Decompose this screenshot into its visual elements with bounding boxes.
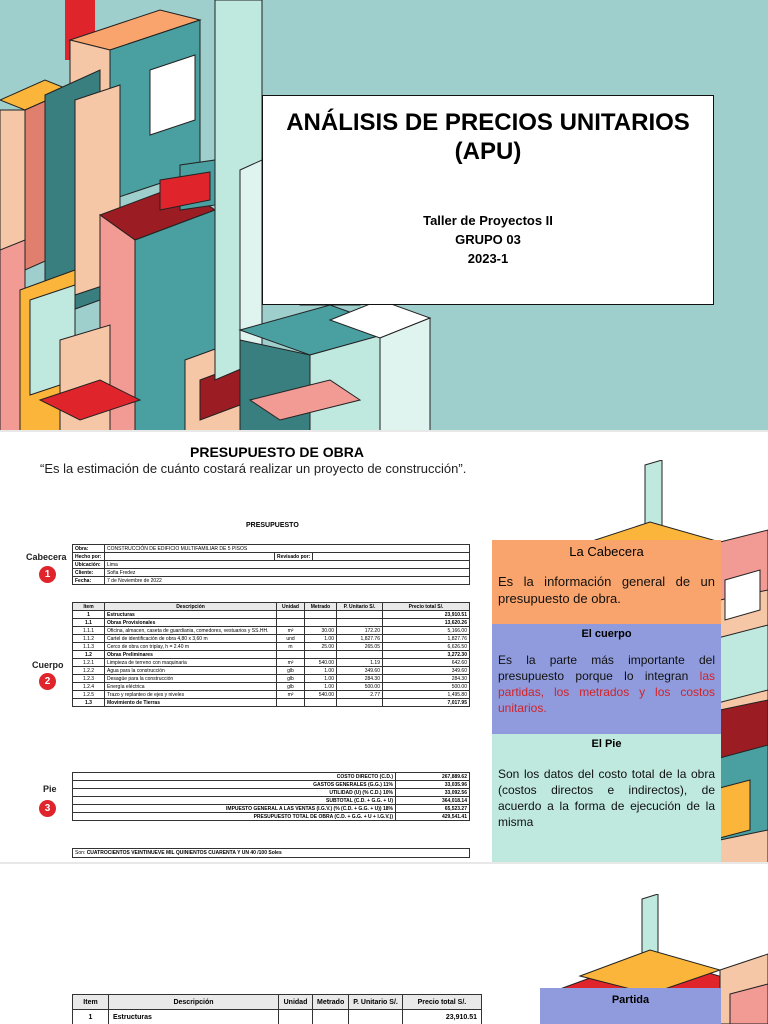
cell-m [305,611,337,619]
header-key: Hecho por: [73,553,105,561]
cell-item: 1.2.2 [73,667,105,675]
col-total-price: Precio total S/. [402,995,481,1010]
cell-m: 30.00 [305,627,337,635]
col-unit-price: P. Unitario S/. [337,603,383,611]
header-key: Obra: [73,545,105,553]
total-row [73,797,470,805]
table-row [73,683,470,691]
header-value [313,553,470,561]
cell-desc: Oficina, almacen, caseta de guardiania, comedores, vestuarios y SS.HH. [105,627,277,635]
table-row [73,1010,482,1024]
course-name: Taller de Proyectos II [423,213,553,228]
header-value: 7 de Noviembre de 2022 [105,577,470,585]
cell-m [305,619,337,627]
cell-pu: 1,827.76 [337,635,383,643]
label-pie: Pie [43,784,57,794]
presentation-title [263,108,713,166]
cell-pt: 23,910.51 [383,611,470,619]
cell-pu: 172.20 [337,627,383,635]
cell-item: 1.2.1 [73,659,105,667]
total-value: 33,035.96 [396,781,470,789]
header-row [73,569,470,577]
badge-1: 1 [39,566,56,583]
cell-pu: 265.05 [337,643,383,651]
column-header-row [73,603,470,611]
cell-u [277,619,305,627]
cell-pt: 13,620.26 [383,619,470,627]
title-line-1: ANÁLISIS DE PRECIOS UNITARIOS [286,109,690,136]
cell-pu: 349.60 [337,667,383,675]
cell-desc: Obras Preliminares [105,651,277,659]
table-row [73,667,470,675]
cell-m [305,651,337,659]
partida-slide [0,864,768,1024]
cell-desc: Energía eléctrica [105,683,277,691]
cell-desc: Desagüe para la construcción [105,675,277,683]
cell-m: 1.00 [305,683,337,691]
table-row [73,691,470,699]
col-descripcion: Descripción [109,995,279,1010]
cell-item: 1.1.2 [73,635,105,643]
table-row [73,643,470,651]
cell-desc: Cartel de identificación de obra 4,80 x 3,60 m [105,635,277,643]
total-label: SUBTOTAL (C.D. + G.G. + U) [73,797,396,805]
cell-m: 1.00 [305,635,337,643]
total-label: IMPUESTO GENERAL A LAS VENTAS (I.G.V.) (% (C.D. + G.G. + U)) 18% [73,805,396,813]
header-row [73,553,470,561]
card-pie [492,734,721,864]
slide-title: PRESUPUESTO DE OBRA [190,444,364,460]
card-cuerpo-title: El cuerpo [581,628,632,640]
col-total-price: Precio total S/. [383,603,470,611]
total-value: 267,889.62 [396,773,470,781]
cell-desc: Movimiento de Tierras [105,699,277,707]
header-value: CONSTRUCCIÓN DE EDIFICIO MULTIFAMILIAR DE 5 PISOS [105,545,470,553]
card-cuerpo-text [498,652,715,716]
cell-desc: Trazo y replanteo de ejes y niveles [105,691,277,699]
total-row [73,789,470,797]
header-row [73,561,470,569]
table-row [73,659,470,667]
cell-pt: 6,626.50 [383,643,470,651]
cell-item: 1.2.4 [73,683,105,691]
badge-2: 2 [39,673,56,690]
cell-item: 1.1.1 [73,627,105,635]
cell-pt: 1,827.76 [383,635,470,643]
col-metrado: Metrado [313,995,349,1010]
label-cuerpo: Cuerpo [32,660,64,670]
cell-u: m [277,643,305,651]
cell-m: 25.00 [305,643,337,651]
cell-pt: 642.60 [383,659,470,667]
cell-pt: 7,017.95 [383,699,470,707]
cell-item: 1 [73,611,105,619]
table-row [73,699,470,707]
cell-pu: 1.19 [337,659,383,667]
badge-3: 3 [39,800,56,817]
col-metrado: Metrado [305,603,337,611]
cell-item: 1 [73,1010,109,1024]
header-value [105,553,275,561]
cell-pu [337,611,383,619]
cell-pt: 1,495.80 [383,691,470,699]
cell-pt: 500.00 [383,683,470,691]
cell-total: 23,910.51 [402,1010,481,1024]
cell-pu [337,619,383,627]
table-row [73,627,470,635]
cell-item: 1.1.3 [73,643,105,651]
cell-u: m² [277,691,305,699]
cell-item: 1.2.5 [73,691,105,699]
card-partida [540,988,721,1024]
cell-desc: Obras Provisionales [105,619,277,627]
partida-table [72,994,482,1024]
card-partida-title: Partida [611,994,650,1006]
cell-item: 1.1 [73,619,105,627]
cell-m: 540.00 [305,691,337,699]
col-unidad: Unidad [277,603,305,611]
card-cabecera-title: La Cabecera [569,544,644,559]
cell-pt: 284.30 [383,675,470,683]
header-table [72,544,470,585]
cell-u: glb [277,675,305,683]
cell-pt: 5,166.00 [383,627,470,635]
title-box [262,95,714,305]
body-table [72,602,470,707]
total-row [73,813,470,821]
card-cabecera [492,540,721,624]
cell-desc: Limpieza de terreno con maquinaria [105,659,277,667]
total-row [73,805,470,813]
total-value: 429,541.41 [396,813,470,821]
cell-u [277,611,305,619]
header-row [73,545,470,553]
label-cabecera: Cabecera [26,552,67,562]
card-pie-title: El Pie [591,738,622,750]
table-row [73,635,470,643]
cell-m: 540.00 [305,659,337,667]
col-item: Item [73,995,109,1010]
cell-u: glb [277,667,305,675]
header-key: Revisado por: [275,553,313,561]
budget-document [6,490,480,860]
total-value: 33,092.56 [396,789,470,797]
title-line-2: (APU) [454,138,522,165]
cell-u: glb [277,683,305,691]
col-item: Item [73,603,105,611]
son-label: Son: [75,850,86,856]
term: 2023-1 [467,251,509,266]
son-text: CUATROCIENTOS VEINTINUEVE MIL QUINIENTOS CUARENTA Y UN 40 /100 Soles [86,850,282,856]
cell-pu: 284.30 [337,675,383,683]
cover-slide [0,0,768,432]
total-label: COSTO DIRECTO (C.D.) [73,773,396,781]
cell-item: 1.2 [73,651,105,659]
amount-in-words [72,848,470,858]
card-cuerpo-highlight: las partidas, los metrados y los costos unitarios. [498,669,715,715]
col-descripcion: Descripción [105,603,277,611]
cell-desc: Estructuras [105,611,277,619]
cell-pu [337,699,383,707]
cell-pu [337,651,383,659]
cell-item: 1.3 [73,699,105,707]
document-title: PRESUPUESTO [246,522,299,529]
header-key: Cliente: [73,569,105,577]
card-cuerpo-main: Es la parte más importante del presupuesto porque lo integran [498,653,715,683]
cell-metrado [313,1010,349,1024]
total-value: 364,018.14 [396,797,470,805]
budget-slide [0,432,768,864]
cell-unit [279,1010,313,1024]
total-label: UTILIDAD (U) (% C.D.) 10% [73,789,396,797]
card-cabecera-text: Es la información general de un presupuesto de obra. [498,574,715,606]
totals-table [72,772,470,821]
card-pie-text: Son los datos del costo total de la obra (costos directos e indirectos), de acuerdo a la forma de ejecución de la misma [498,767,715,829]
cell-unit-price [349,1010,403,1024]
cell-u: m² [277,659,305,667]
cell-m: 1.00 [305,675,337,683]
cell-pu: 2.77 [337,691,383,699]
definition-quote: “Es la estimación de cuánto costará realizar un proyecto de construcción”. [40,461,467,476]
table-row [73,611,470,619]
cell-item: 1.2.3 [73,675,105,683]
cell-u: und [277,635,305,643]
header-value: Lima [105,561,470,569]
table-row [73,651,470,659]
cell-u [277,699,305,707]
cell-desc: Agua para la construcción [105,667,277,675]
group-name: GRUPO 03 [455,232,521,247]
col-unit-price: P. Unitario S/. [349,995,403,1010]
cell-desc: Cerco de obra con triplay, h = 2.40 m [105,643,277,651]
cell-u [277,651,305,659]
table-row [73,619,470,627]
table-row [73,675,470,683]
cell-m [305,699,337,707]
cell-pt: 3,272.30 [383,651,470,659]
total-row [73,781,470,789]
cell-desc: Estructuras [109,1010,279,1024]
cell-m: 1.00 [305,667,337,675]
total-value: 65,523.27 [396,805,470,813]
cell-u: m² [277,627,305,635]
total-row [73,773,470,781]
header-key: Ubicación: [73,561,105,569]
header-key: Fecha: [73,577,105,585]
cell-pt: 349.60 [383,667,470,675]
total-label: PRESUPUESTO TOTAL DE OBRA (C.D. + G.G. + U + I.G.V.)) [73,813,396,821]
cell-pu: 500.00 [337,683,383,691]
col-unidad: Unidad [279,995,313,1010]
total-label: GASTOS GENERALES (G.G.) 11% [73,781,396,789]
column-header-row [73,995,482,1010]
card-cuerpo [492,624,721,734]
header-row [73,577,470,585]
header-value: Sofia Fredez [105,569,470,577]
